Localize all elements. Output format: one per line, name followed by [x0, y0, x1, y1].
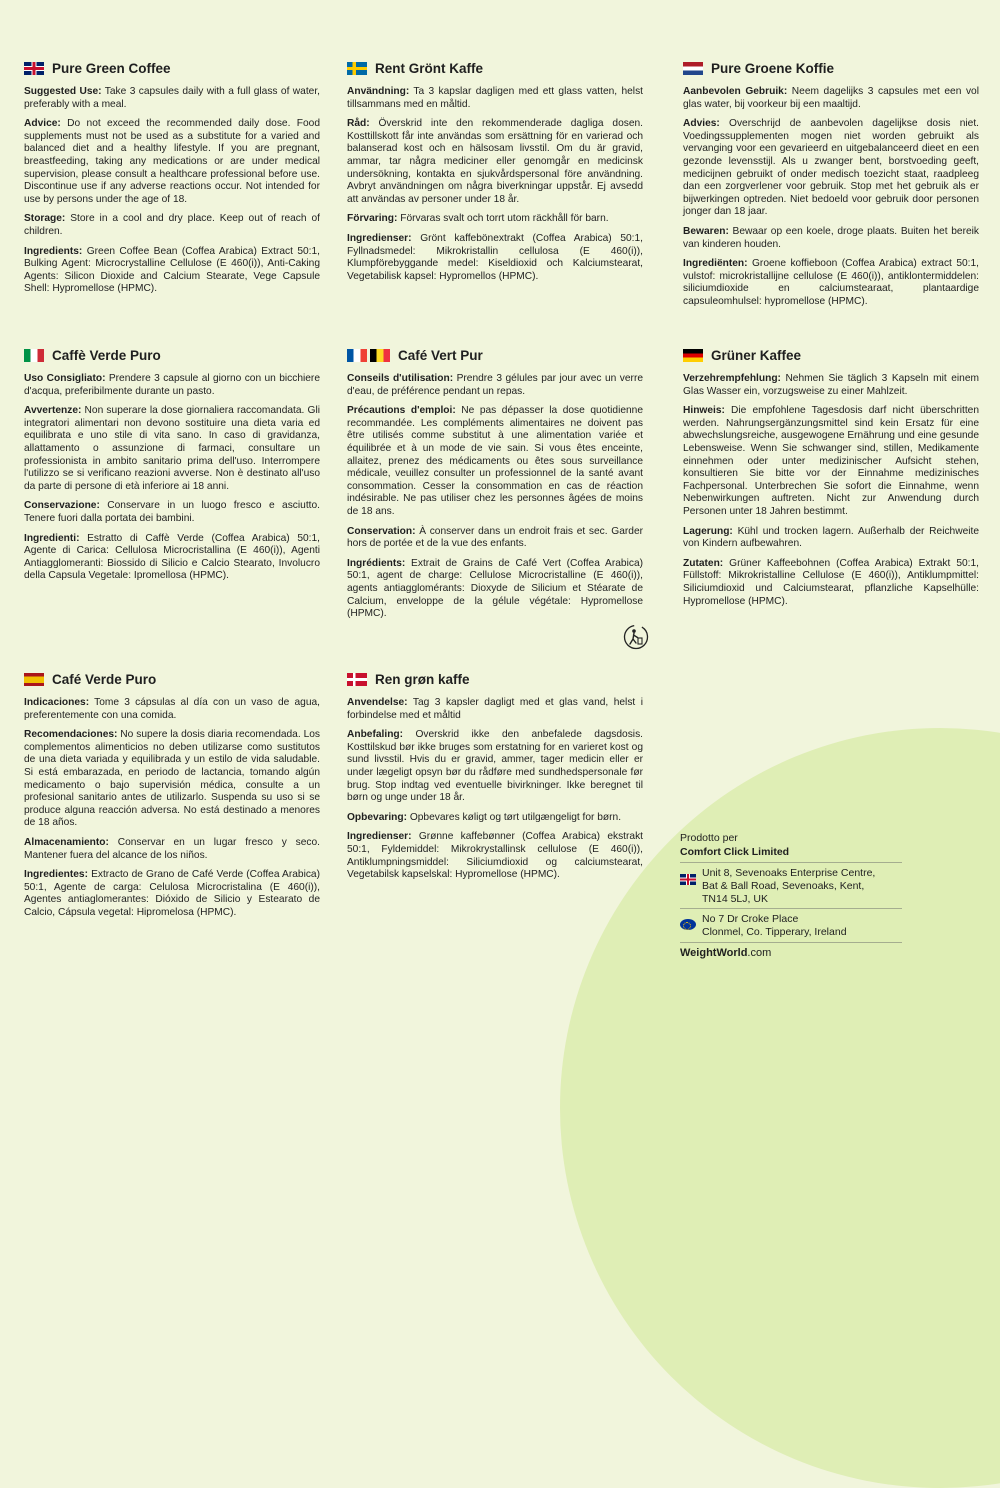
- section-de: [683, 345, 979, 615]
- section-header: [683, 345, 979, 365]
- address-line: Unit 8, Sevenoaks Enterprise Centre,: [702, 867, 876, 879]
- website: [680, 942, 902, 959]
- usage-paragraph: Suggested Use: Take 3 capsules daily with a full glass of water, preferably with a meal.: [24, 86, 320, 110]
- section-header: [24, 669, 320, 689]
- producer-label: Prodotto per: [680, 832, 738, 844]
- flag-group: [347, 349, 390, 362]
- uk-flag-icon: [24, 62, 44, 75]
- advice-paragraph: Advice: Do not exceed the recommended daily dose. Food supplements must not be used as a substitute for a varied and balanced diet and a healthy lifestyle. If you are pregnant, breastfeeding, taking any medications or are under medical supervision, please consult a healthcare professional before use. Discontinue use if any adverse reactions occur. Not intended for use by persons under the age of 18.: [24, 118, 320, 205]
- advice-paragraph: Hinweis: Die empfohlene Tagesdosis darf nicht überschritten werden. Nahrungsergänzungsmittel sind kein Ersatz für eine abwechslungsreiche, ausgewogene Ernährung und eine gesunde Lebensweise. Wenn Sie schwanger sind, stillen, Medikamente einnehmen oder unter medizinischer Aufsicht stehen, konsultieren Sie bitte vor der Einnahme medizinisches Fachpersonal. Unterbrechen Sie sofort die Einnahme, wenn Nebenwirkungen auftreten. Nicht zur Anwendung durch Personen unter 18 Jahren bestimmt.: [683, 405, 979, 517]
- usage-paragraph: Indicaciones: Tome 3 cápsulas al día con un vaso de agua, preferentemente con una comida.: [24, 697, 320, 721]
- usage-paragraph: Användning: Ta 3 kapslar dagligen med ett glass vatten, helst tillsammans med en måltid.: [347, 86, 643, 110]
- address-line: Bat & Ball Road, Sevenoaks, Kent,: [702, 879, 865, 892]
- section-da: [347, 669, 643, 889]
- section-header: [24, 58, 320, 78]
- section-sv: [347, 58, 643, 290]
- section-es: [24, 669, 320, 927]
- usage-paragraph: Verzehrempfehlung: Nehmen Sie täglich 3 Kapseln mit einem Glas Wasser ein, vorzugsweise zu einer Mahlzeit.: [683, 373, 979, 397]
- ingredients-paragraph: Ingredientes: Extracto de Grano de Café Verde (Coffea Arabica) 50:1, Agente de carga: Celulosa Microcristalina (E 460(i)), Agentes antiaglomerantes: Dióxido de Silicio y Estearato de Calcio, Cápsula vegetal: Hipromelosa (HPMC).: [24, 869, 320, 918]
- address-uk: [680, 862, 902, 908]
- ingredients-paragraph: Ingredienser: Grönt kaffebönextrakt (Coffea Arabica) 50:1, Fyllnadsmedel: Mikrokristallin cellulosa (E 460(i)), Klumpförebyggande medel: Kiseldioxid och Kalciumstearat, Vegetabilisk kapsel: Hypromellos (HPMC).: [347, 232, 643, 282]
- section-nl: [683, 58, 979, 316]
- storage-paragraph: Lagerung: Kühl und trocken lagern. Außerhalb der Reichweite von Kindern aufbewahren.: [683, 525, 979, 550]
- storage-paragraph: Conservazione: Conservare in un luogo fresco e asciutto. Tenere fuori dalla portata dei bambini.: [24, 500, 320, 524]
- sweden-flag-icon: [347, 62, 367, 75]
- storage-paragraph: Bewaren: Bewaar op een koele, droge plaats. Buiten het bereik van kinderen houden.: [683, 225, 979, 250]
- usage-paragraph: Aanbevolen Gebruik: Neem dagelijks 3 capsules met een vol glas water, bij voorkeur bij een maaltijd.: [683, 86, 979, 110]
- france-flag-icon: [347, 349, 367, 362]
- ingredients-paragraph: Ingredients: Green Coffee Bean (Coffea Arabica) Extract 50:1, Bulking Agent: Microcrystalline Cellulose (E 460(i)), Anti-Caking Agents: Silicon Dioxide and Calcium Stearate, Vege Capsule Shell: Hypromellose (HPMC).: [24, 245, 320, 295]
- address-line: TN14 5LJ, UK: [702, 892, 768, 905]
- section-en: [24, 58, 320, 303]
- section-header: [347, 345, 643, 365]
- address-uk-text: [702, 867, 875, 905]
- address-ie-text: [702, 913, 847, 939]
- section-header: [683, 58, 979, 78]
- section-header: [347, 669, 643, 689]
- address-line: Clonmel, Co. Tipperary, Ireland: [702, 926, 847, 939]
- section-title: Rent Grönt Kaffe: [375, 60, 483, 76]
- advice-paragraph: Avvertenze: Non superare la dose giornaliera raccomandata. Gli integratori alimentari non devono sostituire una dieta varia ed equilibrata e uno stile di vita sano. In caso di gravidanza, allattamento o assunzione di farmaci, consultare un professionista in ambito sanitario prima dell'uso. Interrompere l'utilizzo se si verificano reazioni avverse. Non è destinato all'uso da parte di persone di età inferiore ai 18 anni.: [24, 405, 320, 492]
- producer-block: [680, 832, 902, 959]
- advice-paragraph: Råd: Överskrid inte den rekommenderade dagliga dosen. Kosttillskott får inte användas som ersättning för en varierad och balanserad kost och en hälsosam livsstil. Om du är gravid, ammar, tar några mediciner eller genomgår en medicinsk undersökning, kontakta en sjukvårdspersonal före användning. Avbryt användningen om några biverkningar uppstår. Ej avsedd att användas av personer under 18 år.: [347, 118, 643, 205]
- germany-flag-icon: [683, 349, 703, 362]
- producer-company: Comfort Click Limited: [680, 846, 790, 858]
- denmark-flag-icon: [347, 673, 367, 686]
- ingredients-paragraph: Zutaten: Grüner Kaffeebohnen (Coffea Arabica) Extrakt 50:1, Füllstoff: Mikrokristalline Cellulose (E 460(i)), Antiklumpmittel: Siliciumdioxid und Calciumstearat, pflanzliche Kapselhülle: Hypromellose (HPMC).: [683, 557, 979, 607]
- netherlands-flag-icon: [683, 62, 703, 75]
- section-title: Grüner Kaffee: [711, 347, 802, 363]
- uk-flag-icon: [680, 874, 696, 885]
- usage-paragraph: Conseils d'utilisation: Prendre 3 gélules par jour avec un verre d'eau, de préférence pendant un repas.: [347, 373, 644, 397]
- website-brand: WeightWorld: [680, 946, 748, 959]
- advice-paragraph: Précautions d'emploi: Ne pas dépasser la dose quotidienne recommandée. Les compléments alimentaires ne doivent pas être utilisés comme substitut à une alimentation variée et équilibrée et à un mode de vie sain. Si vous êtes enceinte, allaitez, prenez des médicaments ou êtes sous surveillance médicale, veuillez consulter un professionnel de la santé avant consommation. Cesser la consommation en cas de réaction indésirable. Ne pas utiliser chez les personnes âgées de moins de 18 ans.: [347, 405, 644, 517]
- section-fr: [347, 345, 643, 628]
- storage-paragraph: Förvaring: Förvaras svalt och torrt utom räckhåll för barn.: [347, 213, 609, 225]
- recycle-person-icon: [623, 624, 649, 650]
- section-title: Café Vert Pur: [398, 347, 483, 363]
- advice-paragraph: Anbefaling: Overskrid ikke den anbefalede dagsdosis. Kosttilskud bør ikke bruges som erstatning for en varieret kost og sund livsstil. Hvis du er gravid, ammer, tager medicin eller er under lægeligt opsyn bør du rådføre med sundhedspersonale før brug. Stop indtag ved eventuelle bivirkninger. Ikke beregnet til børn og unge under 18 år.: [347, 729, 643, 804]
- section-title: Café Verde Puro: [52, 671, 157, 687]
- storage-paragraph: Almacenamiento: Conservar en un lugar fresco y seco. Mantener fuera del alcance de los niños.: [24, 836, 320, 861]
- ingredients-paragraph: Ingredienser: Grønne kaffebønner (Coffea Arabica) ekstrakt 50:1, Fyldemiddel: Mikrokrystallinsk cellulose (E 460(i)), Antiklumpningsmiddel: Siliciumdioxid og calciumstearat, Vegetabilsk kapselskal: Hypromellose (HPMC).: [347, 831, 643, 881]
- ingredients-paragraph: Ingredienti: Estratto di Caffè Verde (Coffea Arabica) 50:1, Agente di Carica: Cellulosa Microcristallina (E 460(i)), Agenti Antiagglomeranti: Biossido di Silicio e Calcio Stearato, Involucro della Capsula Vegetale: Ipromellosa (HPMC).: [24, 532, 320, 582]
- storage-paragraph: Conservation: À conserver dans un endroit frais et sec. Garder hors de portée et de la vue des enfants.: [347, 525, 643, 550]
- spain-flag-icon: [24, 673, 44, 686]
- section-title: Ren grøn kaffe: [375, 671, 470, 687]
- eu-flag-icon: [680, 919, 696, 930]
- usage-paragraph: Uso Consigliato: Prendere 3 capsule al giorno con un bicchiere d'acqua, preferibilmente durante un pasto.: [24, 373, 320, 397]
- usage-paragraph: Anvendelse: Tag 3 kapsler dagligt med et glas vand, helst i forbindelse med et måltid: [347, 697, 643, 721]
- storage-paragraph: Opbevaring: Opbevares køligt og tørt utilgængeligt for børn.: [347, 811, 622, 823]
- address-line: No 7 Dr Croke Place: [702, 913, 799, 926]
- storage-paragraph: Storage: Store in a cool and dry place. Keep out of reach of children.: [24, 213, 320, 237]
- section-title: Caffè Verde Puro: [52, 347, 161, 363]
- ingredients-paragraph: Ingrédients: Extrait de Grains de Café Vert (Coffea Arabica) 50:1, agent de charge: Cellulose Microcristalline (E 460(i)), agents antiagglomérants: Dioxyde de Silicium et Stéarate de Calcium, enveloppe de la gélule végétale: Hypromellose (HPMC).: [347, 557, 643, 620]
- section-title: Pure Green Coffee: [52, 60, 171, 76]
- section-title: Pure Groene Koffie: [711, 60, 835, 76]
- section-header: [347, 58, 643, 78]
- italy-flag-icon: [24, 349, 44, 362]
- belgium-flag-icon: [370, 349, 390, 362]
- section-it: [24, 345, 320, 590]
- address-ie: [680, 908, 902, 942]
- website-domain: .com: [747, 946, 772, 959]
- advice-paragraph: Advies: Overschrijd de aanbevolen dagelijkse dosis niet. Voedingssupplementen mogen niet worden gebruikt als vervanging voor een gevarieerd en uitgebalanceerd dieet en een gezonde levensstijl. Als u zwanger bent, borstvoeding geeft, medicijnen gebruikt of onder medisch toezicht staat, raadpleeg dan een zorgverlener voor gebruik. Stop met het gebruik als er bijwerkingen optreden. Niet bedoeld voor gebruik door personen jonger dan 18 jaar.: [683, 118, 979, 218]
- advice-paragraph: Recomendaciones: No supere la dosis diaria recomendada. Los complementos alimenticios no deben utilizarse como sustitutos de una dieta variada y equilibrada y un estilo de vida saludable. Si está embarazada, en periodo de lactancia, tomando algún medicamento o bajo supervisión médica, consulte a un profesional sanitario antes de utilizarlo. Suspenda su uso si se produce alguna reacción adversa. No está destinado a menores de 18 años.: [24, 729, 320, 829]
- section-header: [24, 345, 320, 365]
- ingredients-paragraph: Ingrediënten: Groene koffieboon (Coffea Arabica) extract 50:1, vulstof: microkristallijne cellulose (E 460(i)), antiklontermiddelen: siliciumdioxide en calciumstearaat, plantaardige capsuleomhulsel: hypromellose (HPMC).: [683, 258, 979, 307]
